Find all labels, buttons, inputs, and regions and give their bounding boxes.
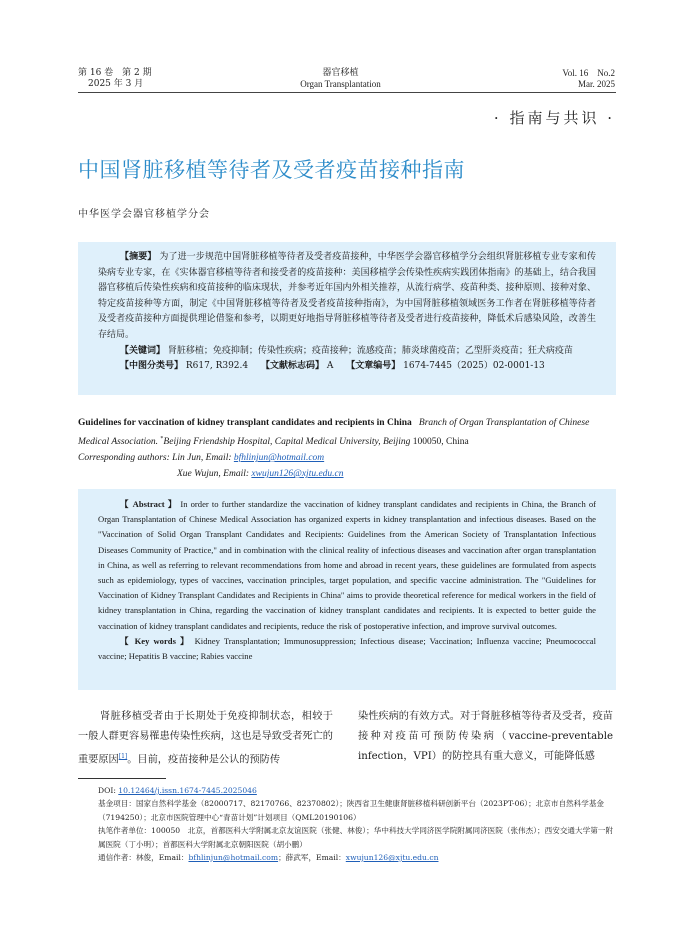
- clc-label: 【中图分类号】: [120, 361, 184, 372]
- abstract-en-text: In order to further standardize the vaccination of kidney transplant candidates and recipients in China, the Branch of Organ Transplantation of Chinese Medical Association has organized experts in kidney transplantation and infectious diseases. Based on the "Vaccination of Solid Organ Transplant Candidates and Recipients: Guidelines from the American Society of Transplantation Infectious Diseases Community of Practice," and in combination with the clinical reality of infectious diseases and vaccination after organ transplantation in China, as well as referring to relevant recommendations from home and abroad in recent years, these guidelines are formulated from aspects such as epidemiology, types of vaccines, vaccination principles, target population, and specific vaccine administration. The "Guidelines for Vaccination of Kidney Transplant Candidates and Recipients in China" aims to provide theoretical reference for medical workers in the field of kidney transplantation in China, regarding the vaccination of kidney transplant candidates and recipients. It is expected to better guide the vaccination of kidney transplant candidates and recipients, reduce the risk of postoperative infection, and improve survival outcomes.: [98, 499, 596, 631]
- clc-number: R617, R392.4: [185, 361, 249, 372]
- author-organization: 中华医学会器官移植学分会: [78, 209, 210, 220]
- journal-name-zh: 器官移植: [322, 68, 359, 78]
- authors-affiliation-note: 执笔作者单位：100050 北京，首都医科大学附属北京友谊医院（张健、林俊）；华中科技大学同济医学院附属同济医院（张伟杰）；西安交通大学第一附属医院（丁小明）；首都医科大学附属北京朝阳医院（胡小鹏）: [98, 826, 613, 849]
- journal-name-en: Organ Transplantation: [300, 79, 381, 89]
- keywords-en: Kidney Transplantation; Immunosuppression; Infectious disease; Vaccination; Influenza vaccine; Pneumococcal vaccine; Hepatitis B vaccine; Rabies vaccine: [98, 635, 596, 662]
- body-left-text-a: 肾脏移植受者由于长期处于免疫抑制状态，相较于一般人群更容易罹患传染性疾病，这也是导致受者死亡的重要原因: [78, 711, 333, 766]
- date-en: Mar. 2025: [578, 79, 615, 89]
- volume-issue-zh: 第 16 卷 第 2 期: [78, 68, 152, 78]
- corr-author-1-label: Corresponding authors: Lin Jun, Email:: [78, 453, 232, 464]
- date-zh: 2025 年 3 月: [88, 79, 144, 89]
- keywords-zh-label: 【关键词】: [120, 345, 166, 356]
- article-number: 1674-7445（2025）02-0001-13: [403, 361, 545, 372]
- body-column-left: [78, 707, 333, 770]
- corr-author-1-email[interactable]: bfhlinjun@hotmail.com: [233, 453, 325, 464]
- body-left-text-b: 。目前，疫苗接种是公认的预防传: [127, 754, 281, 766]
- footnotes: [78, 784, 618, 864]
- body-column-right: [358, 707, 613, 767]
- volume-issue-en: Vol. 16 No.2: [562, 68, 615, 78]
- doi-label: DOI:: [98, 786, 116, 795]
- doi-link[interactable]: 10.12464/j.issn.1674-7445.2025046: [118, 786, 257, 795]
- article-number-label: 【文章编号】: [346, 361, 401, 372]
- abstract-zh-text: 为了进一步规范中国肾脏移植等待者及受者疫苗接种，中华医学会器官移植学分会组织肾脏移植专业专家和传染病专业专家，在《实体器官移植等待者和接受者的疫苗接种：美国移植学会传染性疾病实践团体指南》的基础上，结合我国器官移植后传染性疾病和疫苗接种的临床现状，并参考近年国内外相关推荐，从流行病学、疫苗种类、接种原则、接种对象、特定疫苗接种等方面，制定《中国肾脏移植等待者及受者疫苗接种指南》，为中国肾脏移植领域医务工作者在肾脏移植等待者及受者疫苗接种方面提供理论借鉴和参考，以期更好地指导肾脏移植等待者及受者进行疫苗接种，降低术后感染风险，改善生存结局。: [98, 252, 596, 340]
- footnote-rule: [78, 778, 166, 779]
- abstract-en-label: 【 Abstract 】: [120, 499, 178, 509]
- doc-code-label: 【文献标志码】: [260, 361, 324, 372]
- journal-volume-issue-en: [562, 68, 615, 90]
- article-title: 中国肾脏移植等待者及受者疫苗接种指南: [78, 158, 465, 182]
- keywords-zh: 肾脏移植；免疫抑制；传染性疾病；疫苗接种；流感疫苗；肺炎球菌疫苗；乙型肝炎疫苗；狂犬病疫苗: [167, 345, 573, 356]
- funding-note: 基金项目：国家自然科学基金（82000717、82170766、82370802）；陕西省卫生健康肾脏移植科研创新平台（2023PT-06）；北京市自然科学基金（7194250）；北京市医院管理中心“青苗计划”计划项目（QML20190106）: [98, 799, 605, 822]
- english-affiliation: Branch of Organ Transplantation of Chinese Medical Association.: [78, 418, 590, 448]
- english-address: Beijing Friendship Hospital, Capital Medical University, Beijing: [163, 437, 411, 448]
- corr-note-email-2[interactable]: xwujun126@xjtu.edu.cn: [345, 853, 439, 863]
- english-title: Guidelines for vaccination of kidney transplant candidates and recipients in China: [78, 418, 412, 428]
- doc-code: A: [326, 361, 334, 372]
- citation-ref-1[interactable]: [1]: [118, 753, 128, 760]
- english-title-block: Guidelines for vaccination of kidney transplant candidates and recipients in China Branch of Organ Transplantation of Chinese Medical Association. *Beijing Friendship Hospital, Capital Medical University, Beijing 100050, China Corresponding authors: Lin Jun, Email: bfhlinjun@hotmail.com Xue Wujun, Email: xwujun126@xjtu.edu.cn: [78, 418, 590, 480]
- corr-author-2-email[interactable]: xwujun126@xjtu.edu.cn: [251, 469, 344, 480]
- corr-note-mid: ；薛武军，Email：: [278, 853, 346, 863]
- corr-note-label: 通信作者：林俊，Email：: [98, 853, 189, 863]
- header-rule: [78, 92, 616, 93]
- abstract-zh: [78, 242, 616, 395]
- body-right-text: 染性疾病的有效方式。对于肾脏移植等待者及受者，疫苗接种对疫苗可预防传染病（vaccine-preventable infection，VPI）的防控具有重大意义，可能降低感: [358, 711, 613, 762]
- keywords-en-label: 【 Key words 】: [120, 635, 191, 646]
- abstract-zh-label: 【摘要】: [120, 252, 157, 262]
- english-postcode: 100050, China: [412, 437, 469, 448]
- section-tag: · 指南与共识 ·: [493, 109, 615, 127]
- corr-author-2-label: Xue Wujun, Email:: [177, 469, 250, 480]
- corr-note-email-1[interactable]: bfhlinjun@hotmail.com: [188, 853, 279, 863]
- abstract-en: [78, 489, 616, 690]
